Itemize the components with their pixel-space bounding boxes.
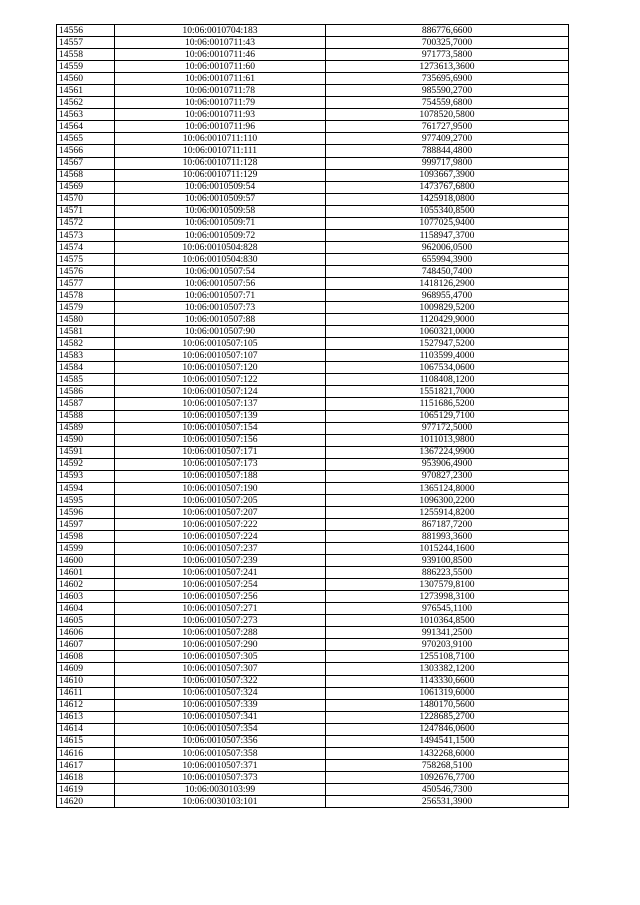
- cadastral-value: 1060321,0000: [326, 326, 569, 338]
- cadastral-value: 1418126,2900: [326, 277, 569, 289]
- cadastral-number: 10:06:0010711:93: [115, 109, 326, 121]
- row-number: 14590: [57, 434, 115, 446]
- cadastral-value: 1255914,8200: [326, 506, 569, 518]
- cadastral-value: 1143330,6600: [326, 675, 569, 687]
- cadastral-value: 1480170,5600: [326, 699, 569, 711]
- row-number: 14569: [57, 181, 115, 193]
- table-row: [57, 506, 569, 518]
- cadastral-number: 10:06:0010711:128: [115, 157, 326, 169]
- cadastral-value: 970203,9100: [326, 639, 569, 651]
- cadastral-value: 1078520,5800: [326, 109, 569, 121]
- cadastral-number: 10:06:0010507:358: [115, 747, 326, 759]
- cadastral-number: 10:06:0010711:79: [115, 97, 326, 109]
- row-number: 14607: [57, 639, 115, 651]
- table-row: [57, 796, 569, 808]
- cadastral-value: 867187,7200: [326, 518, 569, 530]
- cadastral-number: 10:06:0010507:341: [115, 711, 326, 723]
- cadastral-number: 10:06:0010507:139: [115, 410, 326, 422]
- table-row: [57, 25, 569, 37]
- cadastral-number: 10:06:0010507:54: [115, 265, 326, 277]
- row-number: 14613: [57, 711, 115, 723]
- table-row: [57, 181, 569, 193]
- cadastral-value: 1425918,0800: [326, 193, 569, 205]
- cadastral-value: 788844,4800: [326, 145, 569, 157]
- cadastral-number: 10:06:0010507:90: [115, 326, 326, 338]
- row-number: 14602: [57, 579, 115, 591]
- table-row: [57, 458, 569, 470]
- cadastral-number: 10:06:0010507:254: [115, 579, 326, 591]
- table-row: [57, 37, 569, 49]
- cadastral-number: 10:06:0010507:56: [115, 277, 326, 289]
- table-row: [57, 386, 569, 398]
- cadastral-number: 10:06:0010704:183: [115, 25, 326, 37]
- table-row: [57, 253, 569, 265]
- table-row: [57, 651, 569, 663]
- cadastral-value-table: [56, 24, 569, 808]
- cadastral-value: 953906,4900: [326, 458, 569, 470]
- cadastral-value: 758268,5100: [326, 759, 569, 771]
- cadastral-number: 10:06:0010507:307: [115, 663, 326, 675]
- cadastral-number: 10:06:0010507:271: [115, 603, 326, 615]
- table-row: [57, 121, 569, 133]
- table-row: [57, 398, 569, 410]
- row-number: 14570: [57, 193, 115, 205]
- cadastral-number: 10:06:0010711:78: [115, 85, 326, 97]
- table-row: [57, 157, 569, 169]
- cadastral-number: 10:06:0010509:72: [115, 229, 326, 241]
- cadastral-number: 10:06:0010509:54: [115, 181, 326, 193]
- cadastral-value: 1067534,0600: [326, 362, 569, 374]
- cadastral-value: 700325,7000: [326, 37, 569, 49]
- table-row: [57, 326, 569, 338]
- cadastral-number: 10:06:0010507:124: [115, 386, 326, 398]
- row-number: 14580: [57, 314, 115, 326]
- table-row: [57, 518, 569, 530]
- row-number: 14608: [57, 651, 115, 663]
- cadastral-number: 10:06:0010507:305: [115, 651, 326, 663]
- cadastral-number: 10:06:0010711:129: [115, 169, 326, 181]
- cadastral-number: 10:06:0010507:237: [115, 543, 326, 555]
- cadastral-number: 10:06:0010507:120: [115, 362, 326, 374]
- cadastral-value: 1092676,7700: [326, 771, 569, 783]
- table-row: [57, 530, 569, 542]
- table-row: [57, 133, 569, 145]
- row-number: 14572: [57, 217, 115, 229]
- row-number: 14564: [57, 121, 115, 133]
- cadastral-value: 977409,2700: [326, 133, 569, 145]
- cadastral-value: 1108408,1200: [326, 374, 569, 386]
- cadastral-value: 1061319,6000: [326, 687, 569, 699]
- row-number: 14565: [57, 133, 115, 145]
- table-row: [57, 205, 569, 217]
- table-row: [57, 350, 569, 362]
- row-number: 14616: [57, 747, 115, 759]
- cadastral-value: 886223,5500: [326, 567, 569, 579]
- cadastral-value: 1055340,8500: [326, 205, 569, 217]
- cadastral-number: 10:06:0010711:60: [115, 61, 326, 73]
- row-number: 14579: [57, 302, 115, 314]
- table-row: [57, 639, 569, 651]
- row-number: 14567: [57, 157, 115, 169]
- table-row: [57, 699, 569, 711]
- cadastral-value: 970827,2300: [326, 470, 569, 482]
- table-row: [57, 169, 569, 181]
- table-row: [57, 362, 569, 374]
- table-row: [57, 494, 569, 506]
- table-row: [57, 446, 569, 458]
- cadastral-number: 10:06:0010507:190: [115, 482, 326, 494]
- table-row: [57, 277, 569, 289]
- table-row: [57, 675, 569, 687]
- row-number: 14611: [57, 687, 115, 699]
- table-row: [57, 193, 569, 205]
- row-number: 14583: [57, 350, 115, 362]
- cadastral-value: 735695,6900: [326, 73, 569, 85]
- table-row: [57, 470, 569, 482]
- cadastral-number: 10:06:0010509:71: [115, 217, 326, 229]
- cadastral-value: 939100,8500: [326, 555, 569, 567]
- cadastral-value: 1432268,6000: [326, 747, 569, 759]
- table-row: [57, 723, 569, 735]
- row-number: 14561: [57, 85, 115, 97]
- cadastral-number: 10:06:0010711:96: [115, 121, 326, 133]
- table-row: [57, 567, 569, 579]
- row-number: 14560: [57, 73, 115, 85]
- row-number: 14588: [57, 410, 115, 422]
- cadastral-number: 10:06:0010711:110: [115, 133, 326, 145]
- cadastral-value: 1065129,7100: [326, 410, 569, 422]
- cadastral-number: 10:06:0010507:373: [115, 771, 326, 783]
- table-row: [57, 49, 569, 61]
- cadastral-value: 1009829,5200: [326, 302, 569, 314]
- cadastral-number: 10:06:0010711:61: [115, 73, 326, 85]
- row-number: 14591: [57, 446, 115, 458]
- table-row: [57, 73, 569, 85]
- cadastral-number: 10:06:0010507:88: [115, 314, 326, 326]
- cadastral-value: 1365124,8000: [326, 482, 569, 494]
- table-row: [57, 663, 569, 675]
- cadastral-number: 10:06:0010507:273: [115, 615, 326, 627]
- table-row: [57, 482, 569, 494]
- cadastral-value: 256531,3900: [326, 796, 569, 808]
- table-row: [57, 579, 569, 591]
- row-number: 14556: [57, 25, 115, 37]
- row-number: 14574: [57, 241, 115, 253]
- table-row: [57, 543, 569, 555]
- cadastral-value: 977172,5000: [326, 422, 569, 434]
- table-row: [57, 290, 569, 302]
- cadastral-number: 10:06:0010507:188: [115, 470, 326, 482]
- table-row: [57, 314, 569, 326]
- row-number: 14612: [57, 699, 115, 711]
- row-number: 14609: [57, 663, 115, 675]
- row-number: 14594: [57, 482, 115, 494]
- cadastral-number: 10:06:0030103:101: [115, 796, 326, 808]
- row-number: 14577: [57, 277, 115, 289]
- cadastral-number: 10:06:0010507:207: [115, 506, 326, 518]
- cadastral-value: 1011013,9800: [326, 434, 569, 446]
- table-row: [57, 97, 569, 109]
- table-row: [57, 783, 569, 795]
- cadastral-number: 10:06:0010507:205: [115, 494, 326, 506]
- cadastral-value: 1527947,5200: [326, 338, 569, 350]
- cadastral-number: 10:06:0010507:222: [115, 518, 326, 530]
- row-number: 14576: [57, 265, 115, 277]
- table-row: [57, 302, 569, 314]
- row-number: 14614: [57, 723, 115, 735]
- cadastral-number: 10:06:0010507:239: [115, 555, 326, 567]
- cadastral-value: 754559,6800: [326, 97, 569, 109]
- table-row: [57, 422, 569, 434]
- row-number: 14597: [57, 518, 115, 530]
- cadastral-number: 10:06:0010507:107: [115, 350, 326, 362]
- table-row: [57, 229, 569, 241]
- row-number: 14587: [57, 398, 115, 410]
- cadastral-number: 10:06:0010507:256: [115, 591, 326, 603]
- cadastral-value: 881993,3600: [326, 530, 569, 542]
- cadastral-value: 1367224,9900: [326, 446, 569, 458]
- row-number: 14593: [57, 470, 115, 482]
- cadastral-value: 1151686,5200: [326, 398, 569, 410]
- cadastral-number: 10:06:0010711:43: [115, 37, 326, 49]
- table-row: [57, 687, 569, 699]
- cadastral-number: 10:06:0010507:322: [115, 675, 326, 687]
- cadastral-value: 1307579,8100: [326, 579, 569, 591]
- cadastral-number: 10:06:0010507:122: [115, 374, 326, 386]
- cadastral-value: 1077025,9400: [326, 217, 569, 229]
- table-row: [57, 61, 569, 73]
- cadastral-value: 748450,7400: [326, 265, 569, 277]
- row-number: 14566: [57, 145, 115, 157]
- cadastral-number: 10:06:0010507:356: [115, 735, 326, 747]
- cadastral-number: 10:06:0010507:354: [115, 723, 326, 735]
- row-number: 14573: [57, 229, 115, 241]
- cadastral-value: 968955,4700: [326, 290, 569, 302]
- cadastral-value: 1010364,8500: [326, 615, 569, 627]
- cadastral-value: 1228685,2700: [326, 711, 569, 723]
- cadastral-number: 10:06:0010507:224: [115, 530, 326, 542]
- cadastral-value: 985590,2700: [326, 85, 569, 97]
- table-row: [57, 410, 569, 422]
- row-number: 14596: [57, 506, 115, 518]
- cadastral-value: 655994,3900: [326, 253, 569, 265]
- row-number: 14581: [57, 326, 115, 338]
- cadastral-number: 10:06:0010507:137: [115, 398, 326, 410]
- cadastral-number: 10:06:0010507:173: [115, 458, 326, 470]
- cadastral-number: 10:06:0010504:830: [115, 253, 326, 265]
- row-number: 14615: [57, 735, 115, 747]
- table-row: [57, 735, 569, 747]
- row-number: 14599: [57, 543, 115, 555]
- table-row: [57, 627, 569, 639]
- cadastral-number: 10:06:0030103:99: [115, 783, 326, 795]
- table-body: [57, 25, 569, 808]
- cadastral-value: 1096300,2200: [326, 494, 569, 506]
- row-number: 14620: [57, 796, 115, 808]
- cadastral-number: 10:06:0010507:171: [115, 446, 326, 458]
- row-number: 14601: [57, 567, 115, 579]
- cadastral-value: 1120429,9000: [326, 314, 569, 326]
- row-number: 14582: [57, 338, 115, 350]
- cadastral-number: 10:06:0010711:111: [115, 145, 326, 157]
- cadastral-value: 1158947,3700: [326, 229, 569, 241]
- table-row: [57, 338, 569, 350]
- row-number: 14592: [57, 458, 115, 470]
- cadastral-number: 10:06:0010509:57: [115, 193, 326, 205]
- cadastral-number: 10:06:0010507:154: [115, 422, 326, 434]
- cadastral-value: 991341,2500: [326, 627, 569, 639]
- row-number: 14584: [57, 362, 115, 374]
- row-number: 14610: [57, 675, 115, 687]
- cadastral-number: 10:06:0010507:241: [115, 567, 326, 579]
- table-row: [57, 615, 569, 627]
- cadastral-value: 450546,7300: [326, 783, 569, 795]
- table-row: [57, 85, 569, 97]
- cadastral-number: 10:06:0010507:156: [115, 434, 326, 446]
- table-row: [57, 217, 569, 229]
- row-number: 14598: [57, 530, 115, 542]
- cadastral-value: 1473767,6800: [326, 181, 569, 193]
- cadastral-value: 1551821,7000: [326, 386, 569, 398]
- table-row: [57, 374, 569, 386]
- cadastral-number: 10:06:0010507:324: [115, 687, 326, 699]
- cadastral-value: 1015244,1600: [326, 543, 569, 555]
- row-number: 14589: [57, 422, 115, 434]
- row-number: 14586: [57, 386, 115, 398]
- row-number: 14563: [57, 109, 115, 121]
- table-row: [57, 747, 569, 759]
- row-number: 14568: [57, 169, 115, 181]
- cadastral-number: 10:06:0010507:288: [115, 627, 326, 639]
- cadastral-value: 1273998,3100: [326, 591, 569, 603]
- table-row: [57, 759, 569, 771]
- row-number: 14595: [57, 494, 115, 506]
- cadastral-value: 1303382,1200: [326, 663, 569, 675]
- cadastral-value: 1103599,4000: [326, 350, 569, 362]
- cadastral-value: 761727,9500: [326, 121, 569, 133]
- cadastral-number: 10:06:0010507:339: [115, 699, 326, 711]
- row-number: 14558: [57, 49, 115, 61]
- table-row: [57, 265, 569, 277]
- table-row: [57, 109, 569, 121]
- row-number: 14606: [57, 627, 115, 639]
- cadastral-value: 962006,0500: [326, 241, 569, 253]
- cadastral-number: 10:06:0010507:371: [115, 759, 326, 771]
- cadastral-value: 1247846,0600: [326, 723, 569, 735]
- table-row: [57, 771, 569, 783]
- cadastral-value: 971773,5800: [326, 49, 569, 61]
- row-number: 14585: [57, 374, 115, 386]
- table-row: [57, 145, 569, 157]
- row-number: 14605: [57, 615, 115, 627]
- row-number: 14618: [57, 771, 115, 783]
- table-row: [57, 603, 569, 615]
- cadastral-number: 10:06:0010507:71: [115, 290, 326, 302]
- cadastral-value: 886776,6600: [326, 25, 569, 37]
- cadastral-value: 1494541,1500: [326, 735, 569, 747]
- row-number: 14603: [57, 591, 115, 603]
- cadastral-value: 1093667,3900: [326, 169, 569, 181]
- row-number: 14578: [57, 290, 115, 302]
- row-number: 14600: [57, 555, 115, 567]
- table-row: [57, 555, 569, 567]
- row-number: 14575: [57, 253, 115, 265]
- row-number: 14571: [57, 205, 115, 217]
- row-number: 14559: [57, 61, 115, 73]
- cadastral-number: 10:06:0010507:290: [115, 639, 326, 651]
- row-number: 14562: [57, 97, 115, 109]
- row-number: 14557: [57, 37, 115, 49]
- cadastral-value: 999717,9800: [326, 157, 569, 169]
- row-number: 14604: [57, 603, 115, 615]
- cadastral-number: 10:06:0010507:73: [115, 302, 326, 314]
- cadastral-number: 10:06:0010504:828: [115, 241, 326, 253]
- cadastral-value: 1255108,7100: [326, 651, 569, 663]
- cadastral-value: 1273613,3600: [326, 61, 569, 73]
- cadastral-value: 976545,1100: [326, 603, 569, 615]
- table-row: [57, 711, 569, 723]
- table-row: [57, 241, 569, 253]
- cadastral-number: 10:06:0010711:46: [115, 49, 326, 61]
- table-row: [57, 591, 569, 603]
- cadastral-number: 10:06:0010509:58: [115, 205, 326, 217]
- row-number: 14617: [57, 759, 115, 771]
- row-number: 14619: [57, 783, 115, 795]
- cadastral-number: 10:06:0010507:105: [115, 338, 326, 350]
- table-row: [57, 434, 569, 446]
